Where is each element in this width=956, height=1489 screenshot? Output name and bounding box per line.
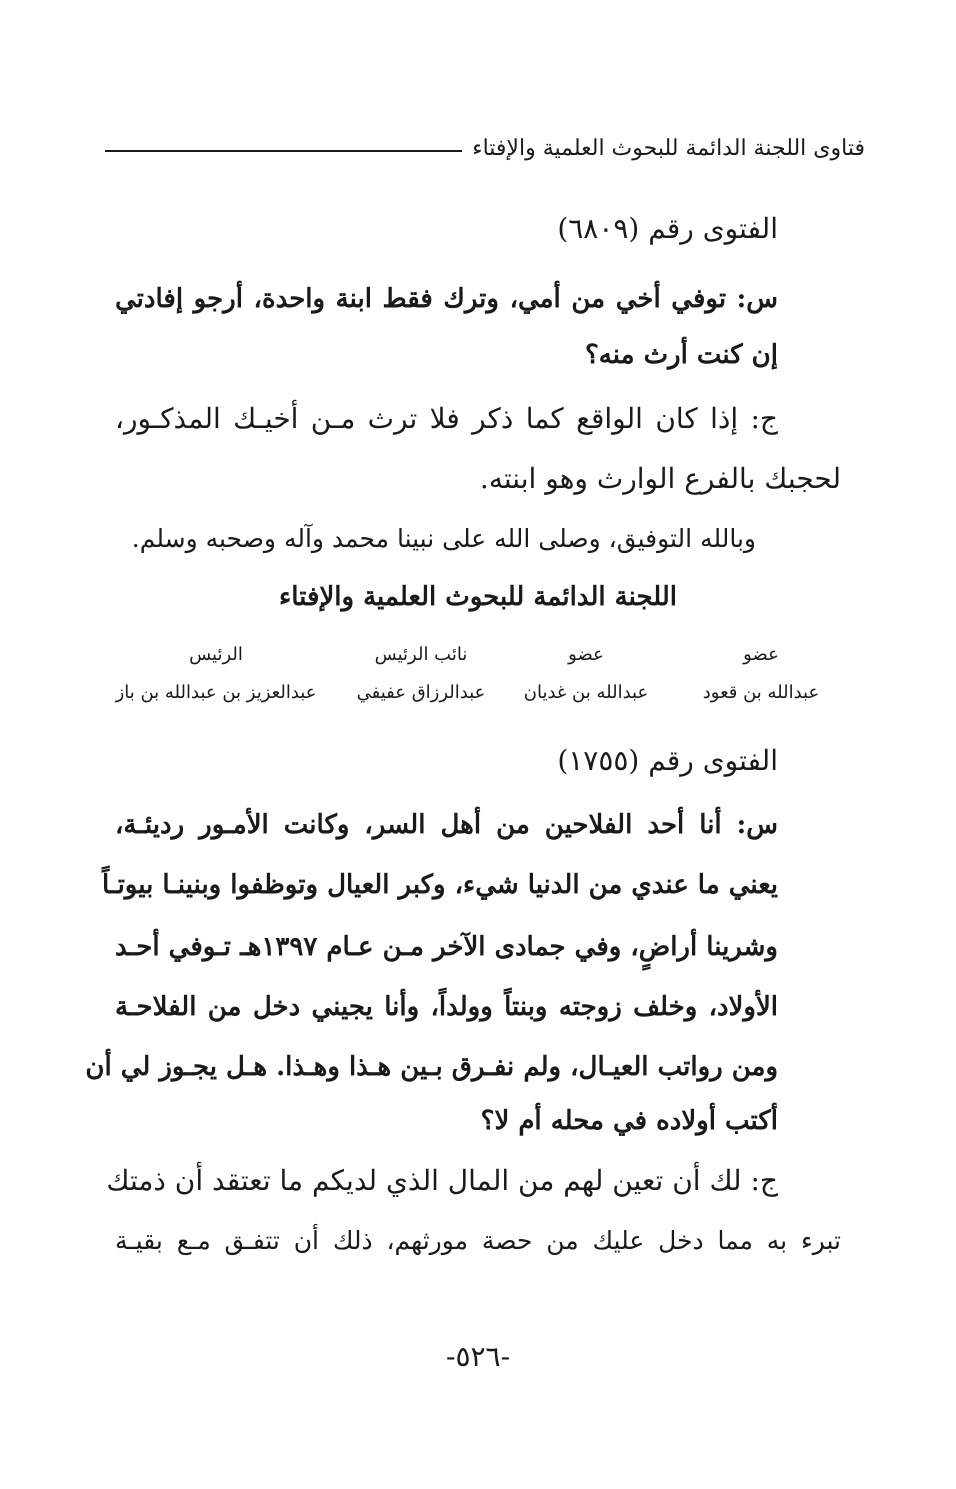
member-name: عبدالله بن قعود <box>702 682 820 703</box>
member-role: عضو <box>743 644 779 665</box>
question-line: ومن رواتب العيـال، ولم نفـرق بـين هـذا وهـذا. هـل يجـوز لي أن <box>85 1052 778 1082</box>
question-line: وشرينا أراضٍ، وفي جمادى الآخر مـن عـام ١٣٩٧هـ تـوفي أحـد <box>115 932 778 962</box>
answer-line: ج: لك أن تعين لهم من المال الذي لديكم ما تعتقد أن ذمتك <box>106 1164 778 1197</box>
closing-line: وبالله التوفيق، وصلى الله على نبينا محمد وآله وصحبه وسلم. <box>131 524 756 553</box>
member-role: الرئيس <box>189 644 243 665</box>
question-line: إن كنت أرث منه؟ <box>585 340 778 370</box>
member-president <box>96 636 336 712</box>
page-number: -٥٢٦- <box>445 1340 511 1373</box>
member-name: عبدالعزيز بن عبدالله بن باز <box>115 682 317 703</box>
header-title: فتاوى اللجنة الدائمة للبحوث العلمية والإفتاء <box>472 135 865 161</box>
committee-members <box>115 636 836 716</box>
question-line: الأولاد، وخلف زوجته وبنتاً وولداً، وأنا يجيني دخل من الفلاحـة <box>115 992 778 1022</box>
member-name: عبدالله بن غديان <box>523 682 649 703</box>
answer-line: لحجبك بالفرع الوارث وهو ابنته. <box>479 462 841 495</box>
member-name: عبدالرزاق عفيفي <box>356 682 486 703</box>
member-role: عضو <box>568 644 604 665</box>
question-line: يعني ما عندي من الدنيا شيء، وكبر العيال وتوظفوا وبنينـا بيوتـاً <box>102 870 778 900</box>
header-rule <box>105 150 462 152</box>
member-vice-president <box>336 636 506 712</box>
fatwa-heading: الفتوى رقم (٦٨٠٩) <box>557 212 778 245</box>
member-role: نائب الرئيس <box>374 644 468 665</box>
committee-title: اللجنة الدائمة للبحوث العلمية والإفتاء <box>279 582 677 612</box>
fatwa-heading: الفتوى رقم (١٧٥٥) <box>557 744 778 777</box>
question-line: أكتب أولاده في محله أم لا؟ <box>480 1106 778 1136</box>
member-1 <box>506 636 666 712</box>
answer-line: ج: إذا كان الواقع كما ذكر فلا ترث مـن أخيـك المذكـور، <box>115 402 778 435</box>
member-2 <box>676 636 846 712</box>
question-line: س: توفي أخي من أمي، وترك فقط ابنة واحدة، أرجو إفادتي <box>115 284 778 314</box>
running-header <box>105 128 865 168</box>
question-line: س: أنا أحد الفلاحين من أهل السر، وكانت الأمـور رديئـة، <box>115 810 778 840</box>
answer-line: تبرء به مما دخل عليك من حصة مورثهم، ذلك أن تتفـق مـع بقيـة <box>115 1226 841 1255</box>
